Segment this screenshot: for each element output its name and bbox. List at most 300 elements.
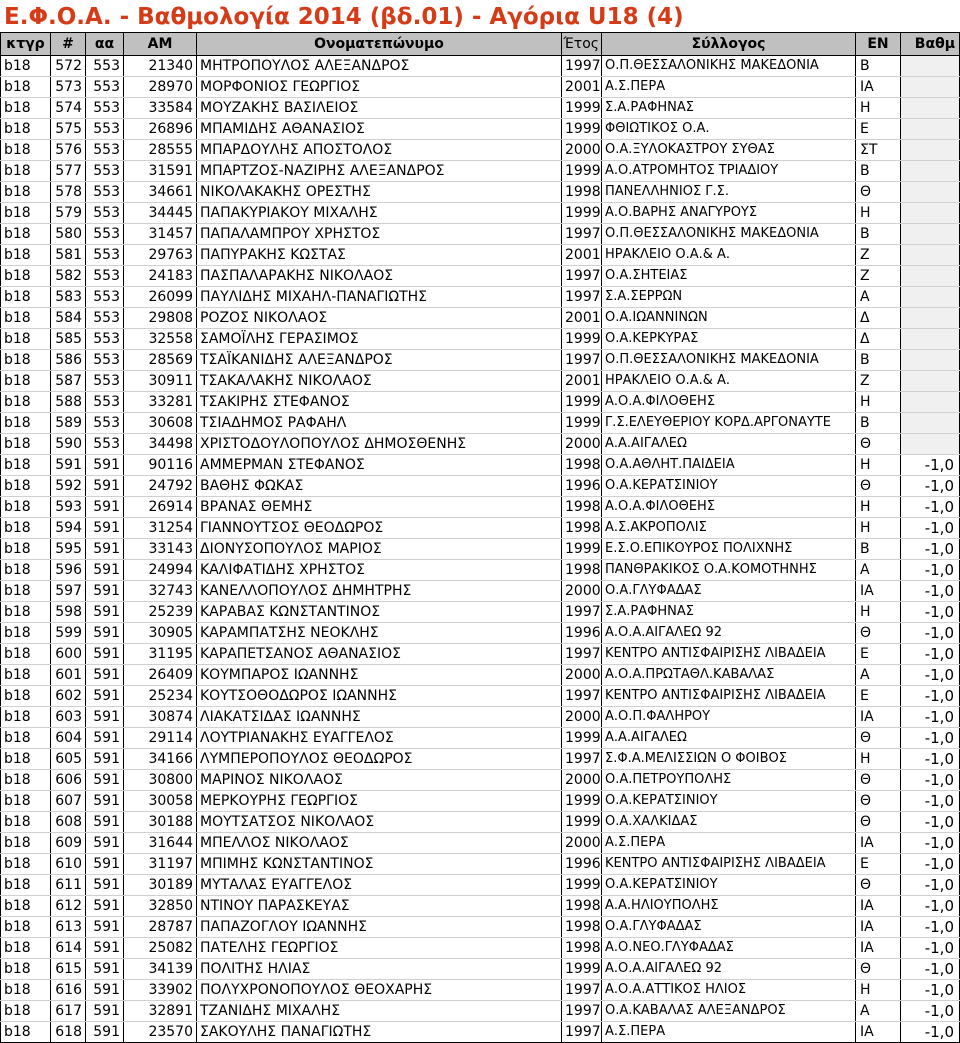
order-cell: 553	[86, 245, 124, 266]
rank-cell: 589	[51, 413, 86, 434]
region-cell: Η	[856, 98, 901, 119]
header-category: κτγρ	[1, 33, 51, 56]
table-row	[1, 119, 960, 140]
region-cell: Α	[856, 560, 901, 581]
year-cell: 1999	[562, 812, 602, 833]
order-cell: 591	[86, 665, 124, 686]
category-cell: b18	[1, 329, 51, 350]
club-cell: Α.Ο.Π.ΦΑΛΗΡΟΥ	[602, 707, 856, 728]
order-cell: 553	[86, 224, 124, 245]
club-cell: Α.Α.ΗΛΙΟΥΠΟΛΗΣ	[602, 896, 856, 917]
points-cell	[901, 119, 960, 140]
registration-number-cell: 34166	[124, 749, 197, 770]
region-cell: Α	[856, 287, 901, 308]
rank-cell: 575	[51, 119, 86, 140]
club-cell: ΦΘΙΩΤΙΚΟΣ Ο.Α.	[602, 119, 856, 140]
rank-cell: 576	[51, 140, 86, 161]
points-cell	[901, 245, 960, 266]
order-cell: 591	[86, 770, 124, 791]
club-cell: Α.Ο.Α.ΦΙΛΟΘΕΗΣ	[602, 392, 856, 413]
club-cell: Ο.Α.ΚΕΡΑΤΣΙΝΙΟΥ	[602, 476, 856, 497]
rank-cell: 594	[51, 518, 86, 539]
registration-number-cell: 90116	[124, 455, 197, 476]
region-cell: Ε	[856, 686, 901, 707]
full-name-cell: ΛΟΥΤΡΙΑΝΑΚΗΣ ΕΥΑΓΓΕΛΟΣ	[197, 728, 562, 749]
table-row	[1, 161, 960, 182]
year-cell: 1997	[562, 980, 602, 1001]
order-cell: 553	[86, 56, 124, 77]
points-cell	[901, 266, 960, 287]
order-cell: 591	[86, 455, 124, 476]
registration-number-cell: 30911	[124, 371, 197, 392]
region-cell: ΙΑ	[856, 77, 901, 98]
club-cell: ΚΕΝΤΡΟ ΑΝΤΙΣΦΑΙΡΙΣΗΣ ΛΙΒΑΔΕΙΑ	[602, 644, 856, 665]
club-cell: Α.Ο.Α.ΑΙΓΑΛΕΩ 92	[602, 623, 856, 644]
full-name-cell: ΠΑΠΑΖΟΓΛΟΥ ΙΩΑΝΝΗΣ	[197, 917, 562, 938]
order-cell: 553	[86, 182, 124, 203]
table-row	[1, 665, 960, 686]
full-name-cell: ΒΑΘΗΣ ΦΩΚΑΣ	[197, 476, 562, 497]
registration-number-cell: 28787	[124, 917, 197, 938]
table-row	[1, 308, 960, 329]
year-cell: 1999	[562, 791, 602, 812]
category-cell: b18	[1, 707, 51, 728]
order-cell: 591	[86, 560, 124, 581]
registration-number-cell: 25234	[124, 686, 197, 707]
table-row	[1, 644, 960, 665]
club-cell: Α.Α.ΑΙΓΑΛΕΩ	[602, 434, 856, 455]
table-row	[1, 959, 960, 980]
points-cell: -1,0	[901, 581, 960, 602]
table-row	[1, 980, 960, 1001]
category-cell: b18	[1, 413, 51, 434]
category-cell: b18	[1, 119, 51, 140]
year-cell: 1997	[562, 1022, 602, 1043]
club-cell: Α.Ο.Α.ΠΡΩΤΑΘΛ.ΚΑΒΑΛΑΣ	[602, 665, 856, 686]
full-name-cell: ΛΥΜΠΕΡΟΠΟΥΛΟΣ ΘΕΟΔΩΡΟΣ	[197, 749, 562, 770]
category-cell: b18	[1, 791, 51, 812]
points-cell: -1,0	[901, 812, 960, 833]
rank-cell: 598	[51, 602, 86, 623]
points-cell: -1,0	[901, 686, 960, 707]
registration-number-cell: 30608	[124, 413, 197, 434]
table-row	[1, 770, 960, 791]
category-cell: b18	[1, 623, 51, 644]
year-cell: 2000	[562, 833, 602, 854]
year-cell: 1998	[562, 518, 602, 539]
order-cell: 553	[86, 98, 124, 119]
year-cell: 1999	[562, 539, 602, 560]
table-row	[1, 938, 960, 959]
table-row	[1, 623, 960, 644]
table-row	[1, 896, 960, 917]
points-cell	[901, 371, 960, 392]
year-cell: 1998	[562, 455, 602, 476]
category-cell: b18	[1, 161, 51, 182]
table-row	[1, 266, 960, 287]
order-cell: 591	[86, 1022, 124, 1043]
region-cell: ΙΑ	[856, 896, 901, 917]
year-cell: 1998	[562, 497, 602, 518]
full-name-cell: ΤΣΙΑΔΗΜΟΣ ΡΑΦΑΗΛ	[197, 413, 562, 434]
rank-cell: 610	[51, 854, 86, 875]
year-cell: 1998	[562, 938, 602, 959]
registration-number-cell: 31457	[124, 224, 197, 245]
registration-number-cell: 34498	[124, 434, 197, 455]
year-cell: 2001	[562, 371, 602, 392]
registration-number-cell: 26099	[124, 287, 197, 308]
club-cell: Ο.Α.ΚΕΡΑΤΣΙΝΙΟΥ	[602, 875, 856, 896]
registration-number-cell: 31195	[124, 644, 197, 665]
table-row	[1, 686, 960, 707]
order-cell: 591	[86, 623, 124, 644]
region-cell: Ε	[856, 644, 901, 665]
table-row	[1, 875, 960, 896]
category-cell: b18	[1, 686, 51, 707]
rank-cell: 603	[51, 707, 86, 728]
rank-cell: 597	[51, 581, 86, 602]
club-cell: Ο.Α.ΓΛΥΦΑΔΑΣ	[602, 917, 856, 938]
full-name-cell: ΠΑΠΑΛΑΜΠΡΟΥ ΧΡΗΣΤΟΣ	[197, 224, 562, 245]
points-cell	[901, 77, 960, 98]
full-name-cell: ΚΟΥΜΠΑΡΟΣ ΙΩΑΝΝΗΣ	[197, 665, 562, 686]
region-cell: Η	[856, 497, 901, 518]
rank-cell: 609	[51, 833, 86, 854]
registration-number-cell: 32850	[124, 896, 197, 917]
year-cell: 1999	[562, 119, 602, 140]
category-cell: b18	[1, 476, 51, 497]
registration-number-cell: 26409	[124, 665, 197, 686]
rank-cell: 601	[51, 665, 86, 686]
full-name-cell: ΠΟΛΥΧΡΟΝΟΠΟΥΛΟΣ ΘΕΟΧΑΡΗΣ	[197, 980, 562, 1001]
order-cell: 553	[86, 434, 124, 455]
registration-number-cell: 30874	[124, 707, 197, 728]
category-cell: b18	[1, 1022, 51, 1043]
category-cell: b18	[1, 854, 51, 875]
club-cell: Σ.Φ.Α.ΜΕΛΙΣΣΙΩΝ Ο ΦΟΙΒΟΣ	[602, 749, 856, 770]
points-cell: -1,0	[901, 1001, 960, 1022]
club-cell: Α.Σ.ΠΕΡΑ	[602, 77, 856, 98]
header-rank: #	[51, 33, 86, 56]
year-cell: 2001	[562, 77, 602, 98]
year-cell: 2000	[562, 665, 602, 686]
region-cell: Α	[856, 1001, 901, 1022]
club-cell: ΠΑΝΘΡΑΚΙΚΟΣ Ο.Α.ΚΟΜΟΤΗΝΗΣ	[602, 560, 856, 581]
table-row	[1, 224, 960, 245]
points-cell: -1,0	[901, 644, 960, 665]
year-cell: 1996	[562, 476, 602, 497]
order-cell: 591	[86, 896, 124, 917]
region-cell: Ζ	[856, 245, 901, 266]
year-cell: 1997	[562, 287, 602, 308]
registration-number-cell: 32891	[124, 1001, 197, 1022]
category-cell: b18	[1, 392, 51, 413]
region-cell: Θ	[856, 875, 901, 896]
year-cell: 1999	[562, 392, 602, 413]
points-cell	[901, 308, 960, 329]
order-cell: 553	[86, 203, 124, 224]
category-cell: b18	[1, 959, 51, 980]
points-cell	[901, 182, 960, 203]
club-cell: Α.Ο.ΒΑΡΗΣ ΑΝΑΓΥΡΟΥΣ	[602, 203, 856, 224]
table-header-row	[1, 33, 960, 56]
rank-cell: 596	[51, 560, 86, 581]
rank-cell: 574	[51, 98, 86, 119]
full-name-cell: ΒΡΑΝΑΣ ΘΕΜΗΣ	[197, 497, 562, 518]
points-cell: -1,0	[901, 539, 960, 560]
region-cell: Β	[856, 161, 901, 182]
order-cell: 591	[86, 917, 124, 938]
registration-number-cell: 24994	[124, 560, 197, 581]
rank-cell: 593	[51, 497, 86, 518]
region-cell: Ζ	[856, 371, 901, 392]
category-cell: b18	[1, 350, 51, 371]
table-row	[1, 434, 960, 455]
table-row	[1, 833, 960, 854]
registration-number-cell: 25239	[124, 602, 197, 623]
year-cell: 1999	[562, 329, 602, 350]
region-cell: Β	[856, 350, 901, 371]
full-name-cell: ΓΙΑΝΝΟΥΤΣΟΣ ΘΕΟΔΩΡΟΣ	[197, 518, 562, 539]
full-name-cell: ΠΑΤΕΛΗΣ ΓΕΩΡΓΙΟΣ	[197, 938, 562, 959]
points-cell: -1,0	[901, 917, 960, 938]
club-cell: Α.Ο.Α.ΑΤΤΙΚΟΣ ΗΛΙΟΣ	[602, 980, 856, 1001]
rank-cell: 602	[51, 686, 86, 707]
order-cell: 591	[86, 980, 124, 1001]
year-cell: 1997	[562, 602, 602, 623]
table-row	[1, 854, 960, 875]
registration-number-cell: 34661	[124, 182, 197, 203]
header-region: ΕΝ	[856, 33, 901, 56]
category-cell: b18	[1, 917, 51, 938]
rank-cell: 616	[51, 980, 86, 1001]
region-cell: Η	[856, 455, 901, 476]
table-row	[1, 1001, 960, 1022]
points-cell	[901, 287, 960, 308]
rank-cell: 611	[51, 875, 86, 896]
region-cell: Ε	[856, 854, 901, 875]
points-cell	[901, 350, 960, 371]
registration-number-cell: 28569	[124, 350, 197, 371]
registration-number-cell: 21340	[124, 56, 197, 77]
category-cell: b18	[1, 833, 51, 854]
year-cell: 1998	[562, 560, 602, 581]
points-cell: -1,0	[901, 623, 960, 644]
club-cell: Ο.Α.ΑΘΛΗΤ.ΠΑΙΔΕΙΑ	[602, 455, 856, 476]
rank-cell: 600	[51, 644, 86, 665]
rank-cell: 572	[51, 56, 86, 77]
points-cell: -1,0	[901, 1022, 960, 1043]
header-year: Έτος	[562, 33, 602, 56]
rank-cell: 612	[51, 896, 86, 917]
order-cell: 591	[86, 602, 124, 623]
full-name-cell: ΣΑΚΟΥΛΗΣ ΠΑΝΑΓΙΩΤΗΣ	[197, 1022, 562, 1043]
order-cell: 591	[86, 728, 124, 749]
year-cell: 1999	[562, 98, 602, 119]
full-name-cell: ΜΟΥΖΑΚΗΣ ΒΑΣΙΛΕΙΟΣ	[197, 98, 562, 119]
region-cell: Η	[856, 392, 901, 413]
full-name-cell: ΜΟΥΤΣΑΤΣΟΣ ΝΙΚΟΛΑΟΣ	[197, 812, 562, 833]
full-name-cell: ΛΙΑΚΑΤΣΙΔΑΣ ΙΩΑΝΝΗΣ	[197, 707, 562, 728]
table-row	[1, 476, 960, 497]
full-name-cell: ΜΠΑΡΤΖΟΣ-ΝΑΖΙΡΗΣ ΑΛΕΞΑΝΔΡΟΣ	[197, 161, 562, 182]
order-cell: 591	[86, 833, 124, 854]
order-cell: 591	[86, 875, 124, 896]
full-name-cell: ΔΙΟΝΥΣΟΠΟΥΛΟΣ ΜΑΡΙΟΣ	[197, 539, 562, 560]
table-row	[1, 749, 960, 770]
rank-cell: 578	[51, 182, 86, 203]
table-row	[1, 791, 960, 812]
club-cell: Α.Ο.Α.ΦΙΛΟΘΕΗΣ	[602, 497, 856, 518]
points-cell	[901, 329, 960, 350]
order-cell: 591	[86, 539, 124, 560]
year-cell: 1999	[562, 875, 602, 896]
order-cell: 553	[86, 392, 124, 413]
order-cell: 591	[86, 938, 124, 959]
region-cell: ΙΑ	[856, 938, 901, 959]
table-row	[1, 812, 960, 833]
region-cell: Θ	[856, 434, 901, 455]
full-name-cell: ΧΡΙΣΤΟΔΟΥΛΟΠΟΥΛΟΣ ΔΗΜΟΣΘΕΝΗΣ	[197, 434, 562, 455]
full-name-cell: ΚΑΡΑΜΠΑΤΣΗΣ ΝΕΟΚΛΗΣ	[197, 623, 562, 644]
category-cell: b18	[1, 665, 51, 686]
rank-cell: 583	[51, 287, 86, 308]
registration-number-cell: 28970	[124, 77, 197, 98]
region-cell: Ε	[856, 119, 901, 140]
club-cell: Ο.Α.ΚΕΡΑΤΣΙΝΙΟΥ	[602, 791, 856, 812]
rank-cell: 586	[51, 350, 86, 371]
registration-number-cell: 31254	[124, 518, 197, 539]
category-cell: b18	[1, 371, 51, 392]
points-cell: -1,0	[901, 980, 960, 1001]
order-cell: 553	[86, 413, 124, 434]
club-cell: Α.Σ.ΠΕΡΑ	[602, 833, 856, 854]
rank-cell: 588	[51, 392, 86, 413]
table-row	[1, 182, 960, 203]
region-cell: Β	[856, 56, 901, 77]
club-cell: Σ.Α.ΡΑΦΗΝΑΣ	[602, 98, 856, 119]
registration-number-cell: 23570	[124, 1022, 197, 1043]
category-cell: b18	[1, 812, 51, 833]
order-cell: 591	[86, 476, 124, 497]
rank-cell: 592	[51, 476, 86, 497]
registration-number-cell: 31197	[124, 854, 197, 875]
registration-number-cell: 33584	[124, 98, 197, 119]
order-cell: 591	[86, 581, 124, 602]
full-name-cell: ΠΟΛΙΤΗΣ ΗΛΙΑΣ	[197, 959, 562, 980]
rank-cell: 608	[51, 812, 86, 833]
points-cell: -1,0	[901, 875, 960, 896]
order-cell: 553	[86, 350, 124, 371]
points-cell	[901, 392, 960, 413]
region-cell: ΙΑ	[856, 581, 901, 602]
region-cell: Η	[856, 203, 901, 224]
points-cell: -1,0	[901, 833, 960, 854]
year-cell: 1997	[562, 1001, 602, 1022]
full-name-cell: ΠΑΥΛΙΔΗΣ ΜΙΧΑΗΛ-ΠΑΝΑΓΙΩΤΗΣ	[197, 287, 562, 308]
region-cell: Θ	[856, 182, 901, 203]
category-cell: b18	[1, 728, 51, 749]
region-cell: Θ	[856, 959, 901, 980]
region-cell: Δ	[856, 329, 901, 350]
full-name-cell: ΠΑΠΑΚΥΡΙΑΚΟΥ ΜΙΧΑΛΗΣ	[197, 203, 562, 224]
club-cell: ΗΡΑΚΛΕΙΟ Ο.Α.& Α.	[602, 371, 856, 392]
table-row	[1, 56, 960, 77]
table-row	[1, 392, 960, 413]
full-name-cell: ΜΠΙΜΗΣ ΚΩΝΣΤΑΝΤΙΝΟΣ	[197, 854, 562, 875]
region-cell: Δ	[856, 308, 901, 329]
table-row	[1, 287, 960, 308]
category-cell: b18	[1, 1001, 51, 1022]
rank-cell: 614	[51, 938, 86, 959]
region-cell: Η	[856, 749, 901, 770]
order-cell: 553	[86, 140, 124, 161]
rank-cell: 585	[51, 329, 86, 350]
category-cell: b18	[1, 56, 51, 77]
order-cell: 591	[86, 707, 124, 728]
category-cell: b18	[1, 140, 51, 161]
category-cell: b18	[1, 938, 51, 959]
rank-cell: 595	[51, 539, 86, 560]
year-cell: 1999	[562, 959, 602, 980]
full-name-cell: ΠΑΠΥΡΑΚΗΣ ΚΩΣΤΑΣ	[197, 245, 562, 266]
points-cell: -1,0	[901, 749, 960, 770]
rank-cell: 577	[51, 161, 86, 182]
club-cell: Ο.Π.ΘΕΣΣΑΛΟΝΙΚΗΣ ΜΑΚΕΔΟΝΙΑ	[602, 56, 856, 77]
category-cell: b18	[1, 434, 51, 455]
year-cell: 2001	[562, 308, 602, 329]
year-cell: 1999	[562, 161, 602, 182]
category-cell: b18	[1, 308, 51, 329]
category-cell: b18	[1, 518, 51, 539]
registration-number-cell: 24792	[124, 476, 197, 497]
registration-number-cell: 31591	[124, 161, 197, 182]
year-cell: 2000	[562, 581, 602, 602]
points-cell	[901, 98, 960, 119]
points-cell	[901, 434, 960, 455]
header-club: Σύλλογος	[602, 33, 856, 56]
category-cell: b18	[1, 245, 51, 266]
category-cell: b18	[1, 749, 51, 770]
full-name-cell: ΤΣΑΪΚΑΝΙΔΗΣ ΑΛΕΞΑΝΔΡΟΣ	[197, 350, 562, 371]
rank-cell: 581	[51, 245, 86, 266]
rank-cell: 606	[51, 770, 86, 791]
table-row	[1, 539, 960, 560]
category-cell: b18	[1, 644, 51, 665]
rank-cell: 618	[51, 1022, 86, 1043]
year-cell: 1998	[562, 917, 602, 938]
club-cell: Ο.Α.ΧΑΛΚΙΔΑΣ	[602, 812, 856, 833]
club-cell: Σ.Α.ΡΑΦΗΝΑΣ	[602, 602, 856, 623]
registration-number-cell: 32558	[124, 329, 197, 350]
club-cell: Ο.Π.ΘΕΣΣΑΛΟΝΙΚΗΣ ΜΑΚΕΔΟΝΙΑ	[602, 350, 856, 371]
registration-number-cell: 30189	[124, 875, 197, 896]
points-cell: -1,0	[901, 707, 960, 728]
rank-cell: 604	[51, 728, 86, 749]
club-cell: Α.Ο.Α.ΑΙΓΑΛΕΩ 92	[602, 959, 856, 980]
region-cell: Θ	[856, 791, 901, 812]
registration-number-cell: 32743	[124, 581, 197, 602]
full-name-cell: ΝΤΙΝΟΥ ΠΑΡΑΣΚΕΥΑΣ	[197, 896, 562, 917]
rank-cell: 582	[51, 266, 86, 287]
club-cell: Ο.Π.ΘΕΣΣΑΛΟΝΙΚΗΣ ΜΑΚΕΔΟΝΙΑ	[602, 224, 856, 245]
year-cell: 1996	[562, 623, 602, 644]
region-cell: Η	[856, 602, 901, 623]
points-cell: -1,0	[901, 497, 960, 518]
club-cell: Ο.Α.ΚΑΒΑΛΑΣ ΑΛΕΞΑΝΔΡΟΣ	[602, 1001, 856, 1022]
points-cell: -1,0	[901, 602, 960, 623]
category-cell: b18	[1, 581, 51, 602]
